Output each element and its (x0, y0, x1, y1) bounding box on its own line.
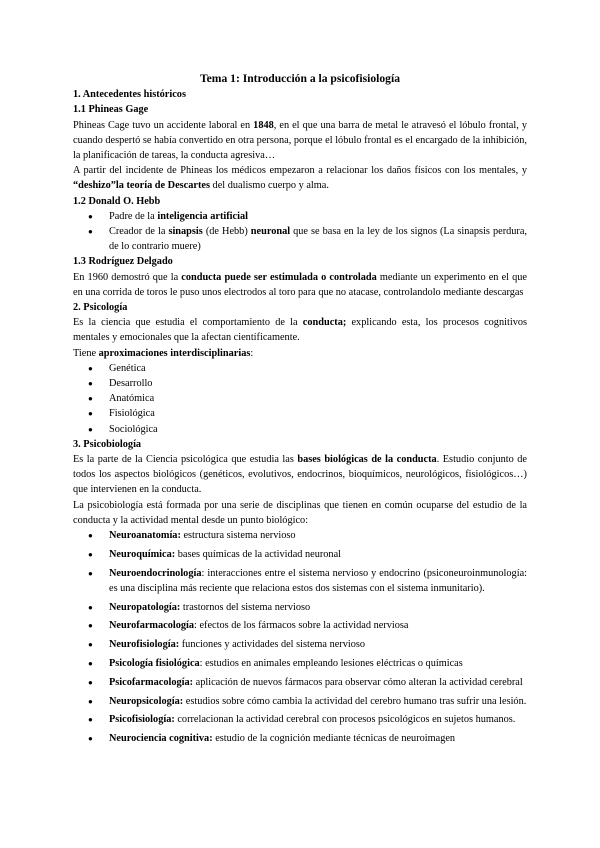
document-page (73, 71, 527, 750)
document-title: Tema 1: Introducción a la psicofisiología (199, 72, 400, 85)
list-item: ● Creador de la sinapsis (de Hebb) neuronal que se basa en la ley de los signos (La sinapsis perdura, de lo contrario muere) (88, 226, 527, 253)
bullet-icon: ● (88, 531, 93, 541)
psicobiologia-paragraph-1: Es la parte de la Ciencia psicológica que estudia las bases biológicas de la conducta. Estudio conjunto de todos los aspectos biológicos (genéticos, evolutivos, endocrinos, bioquímicos, neurológicos, fisiológicos…) que intervienen en la conducta. (73, 454, 528, 496)
bullet-icon: ● (88, 734, 93, 744)
list-item: ● Psicología fisiológica: estudios en animales empleando lesiones eléctricas o químicas (73, 656, 527, 671)
disciplines-list (73, 528, 527, 746)
list-item: ● Padre de la inteligencia artificial (73, 209, 527, 224)
list-item: ● Neurociencia cognitiva: estudio de la cognición mediante técnicas de neuroimagen (73, 731, 527, 746)
list-item: ● Psicofisiología: correlacionan la actividad cerebral con procesos psicológicos en sujetos humanos. (73, 712, 527, 727)
phineas-paragraph-1: Phineas Cage tuvo un accidente laboral en 1848, en el que una barra de metal le atravesó el lóbulo frontal, y cuando despertó se había convertido en otra persona, porque el lóbulo frontal es el encargado de la inhibición, la planificación de tareas, la conducta agresiva… (73, 119, 527, 162)
bullet-icon: ● (88, 568, 93, 578)
delgado-paragraph: En 1960 demostró que la conducta puede ser estimulada o controlada mediante un experimento en el que en una corrida de toros le puso unos electrodos al toro para que no atacase, controlandolo mediante descargas (73, 271, 527, 298)
section-3-heading: 3. Psicobiología (73, 438, 142, 450)
bullet-icon: ● (88, 424, 93, 434)
list-item: ● Psicofarmacología: aplicación de nuevos fármacos para observar cómo alteran la actividad cerebral (73, 675, 527, 690)
section-1-heading: 1. Antecedentes históricos (73, 89, 186, 101)
psicologia-paragraph-2: Tiene aproximaciones interdisciplinarias: (73, 347, 254, 359)
section-1-2-heading: 1.2 Donald O. Hebb (73, 195, 161, 207)
section-2-heading: 2. Psicología (73, 302, 128, 314)
bullet-icon: ● (88, 409, 93, 419)
section-1-1-heading: 1.1 Phineas Gage (73, 104, 149, 116)
list-item: ● Neuroanatomía: estructura sistema nervioso (73, 528, 527, 543)
bullet-icon: ● (88, 227, 93, 237)
bullet-icon: ● (88, 394, 93, 404)
bullet-icon: ● (88, 602, 93, 612)
bullet-icon: ● (88, 621, 93, 631)
list-item: ● Fisiológica (73, 406, 527, 421)
list-item: ● Neurofarmacología: efectos de los fármacos sobre la actividad nerviosa (73, 618, 527, 633)
bullet-icon: ● (88, 211, 93, 221)
list-item: ● Anatómica (73, 391, 527, 406)
bullet-icon: ● (88, 549, 93, 559)
bullet-icon: ● (88, 659, 93, 669)
list-item: ● Sociológica (73, 422, 527, 437)
list-item: ● Neuropatología: trastornos del sistema nervioso (73, 600, 527, 615)
bullet-icon: ● (88, 379, 93, 389)
list-item: ● Neurofisiología: funciones y actividades del sistema nervioso (73, 637, 527, 652)
psicobiologia-paragraph-2: La psicobiología está formada por una serie de disciplinas que tienen en común ocuparse del estudio de la conducta y la actividad mental desde un punto biológico: (73, 499, 527, 526)
phineas-paragraph-2: A partir del incidente de Phineas los médicos empezaron a relacionar los daños físicos con los mentales, y “deshizo”la teoría de Descartes del dualismo cuerpo y alma. (73, 165, 527, 192)
bullet-icon: ● (88, 363, 93, 373)
bullet-icon: ● (88, 696, 93, 706)
list-item: ● Genética (73, 361, 527, 376)
bullet-icon: ● (88, 715, 93, 725)
list-item: ● Neuroendocrinología: interacciones entre el sistema nervioso y endocrino (psiconeuroinmunología: es una disciplina más reciente que relaciona estos dos sistemas con el sistema inmunitario). (88, 567, 527, 594)
section-1-3-heading: 1.3 Rodríguez Delgado (73, 256, 173, 268)
bullet-icon: ● (88, 640, 93, 650)
bullet-icon: ● (88, 677, 93, 687)
list-item: ● Neuropsicología: estudios sobre cómo cambia la actividad del cerebro humano tras sufrir una lesión. (73, 694, 527, 709)
psicologia-paragraph-1: Es la ciencia que estudia el comportamiento de la conducta; explicando esta, los procesos cognitivos mentales y emocionales que la afectan científicamente. (73, 317, 527, 344)
list-item: ● Desarrollo (73, 376, 527, 391)
approaches-list (73, 361, 527, 437)
hebb-list (73, 209, 527, 255)
list-item: ● Neuroquímica: bases químicas de la actividad neuronal (73, 547, 527, 562)
